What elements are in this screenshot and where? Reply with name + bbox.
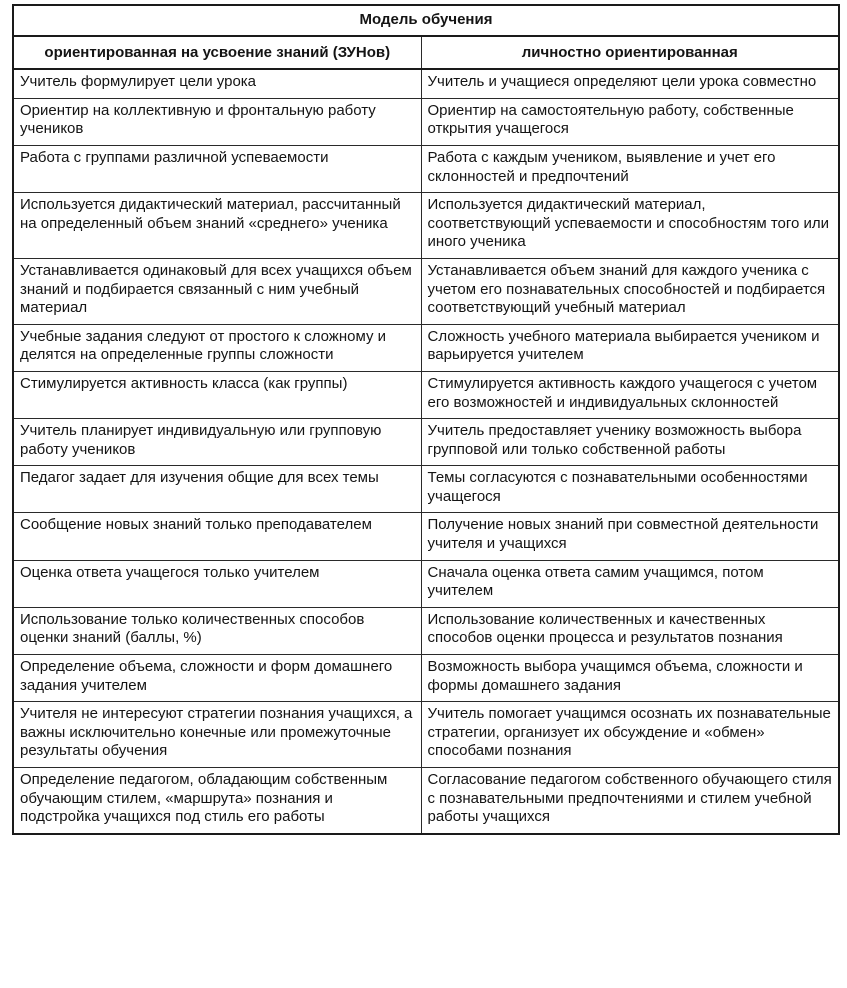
table-title-row — [13, 5, 839, 36]
cell-traditional: Работа с группами различной успеваемости — [13, 145, 421, 192]
cell-traditional: Определение объема, сложности и форм домашнего задания учителем — [13, 655, 421, 702]
cell-traditional: Устанавливается одинаковый для всех учащихся объем знаний и подбирается связанный с ним учебный материал — [13, 258, 421, 324]
cell-traditional: Педагог задает для изучения общие для всех темы — [13, 466, 421, 513]
cell-personal: Учитель помогает учащимся осознать их познавательные стратегии, организует их обсуждение и «обмен» способами познания — [421, 702, 839, 768]
table-row — [13, 371, 839, 418]
comparison-table — [12, 4, 840, 835]
cell-personal: Учитель и учащиеся определяют цели урока совместно — [421, 69, 839, 98]
cell-personal: Используется дидактический материал, соответствующий успеваемости и способностям того или иного ученика — [421, 193, 839, 259]
cell-personal: Сначала оценка ответа самим учащимся, потом учителем — [421, 560, 839, 607]
table-row — [13, 193, 839, 259]
cell-traditional: Ориентир на коллективную и фронтальную работу учеников — [13, 98, 421, 145]
column-header-traditional: ориентированная на усвоение знаний (ЗУНов) — [13, 36, 421, 70]
table-row — [13, 69, 839, 98]
table-row — [13, 607, 839, 654]
table-row — [13, 145, 839, 192]
cell-personal: Использование количественных и качественных способов оценки процесса и результатов познания — [421, 607, 839, 654]
cell-personal: Устанавливается объем знаний для каждого ученика с учетом его познавательных способностей и подбирается соответствующий учебный материал — [421, 258, 839, 324]
table-row — [13, 768, 839, 834]
cell-traditional: Используется дидактический материал, рассчитанный на определенный объем знаний «среднего» ученика — [13, 193, 421, 259]
cell-personal: Темы согласуются с познавательными особенностями учащегося — [421, 466, 839, 513]
table-row — [13, 702, 839, 768]
column-header-personal: личностно ориентированная — [421, 36, 839, 70]
cell-traditional: Учебные задания следуют от простого к сложному и делятся на определенные группы сложности — [13, 324, 421, 371]
table-row — [13, 324, 839, 371]
table-row — [13, 466, 839, 513]
cell-personal: Возможность выбора учащимся объема, сложности и формы домашнего задания — [421, 655, 839, 702]
table-row — [13, 560, 839, 607]
table-row — [13, 655, 839, 702]
cell-personal: Стимулируется активность каждого учащегося с учетом его возможностей и индивидуальных склонностей — [421, 371, 839, 418]
table-row — [13, 513, 839, 560]
table-title: Модель обучения — [13, 5, 839, 36]
document-page — [12, 4, 838, 835]
cell-traditional: Определение педагогом, обладающим собственным обучающим стилем, «маршрута» познания и подстройка учащихся под стиль его работы — [13, 768, 421, 834]
cell-personal: Сложность учебного материала выбирается учеником и варьируется учителем — [421, 324, 839, 371]
cell-traditional: Учитель формулирует цели урока — [13, 69, 421, 98]
column-header-row — [13, 36, 839, 70]
cell-traditional: Использование только количественных способов оценки знаний (баллы, %) — [13, 607, 421, 654]
cell-traditional: Учителя не интересуют стратегии познания учащихся, а важны исключительно конечные или промежуточные результаты обучения — [13, 702, 421, 768]
cell-traditional: Стимулируется активность класса (как группы) — [13, 371, 421, 418]
cell-personal: Учитель предоставляет ученику возможность выбора групповой или только собственной работы — [421, 419, 839, 466]
cell-traditional: Оценка ответа учащегося только учителем — [13, 560, 421, 607]
cell-traditional: Сообщение новых знаний только преподавателем — [13, 513, 421, 560]
cell-traditional: Учитель планирует индивидуальную или групповую работу учеников — [13, 419, 421, 466]
table-row — [13, 98, 839, 145]
cell-personal: Работа с каждым учеником, выявление и учет его склонностей и предпочтений — [421, 145, 839, 192]
table-row — [13, 419, 839, 466]
table-row — [13, 258, 839, 324]
cell-personal: Получение новых знаний при совместной деятельности учителя и учащихся — [421, 513, 839, 560]
cell-personal: Согласование педагогом собственного обучающего стиля с познавательными предпочтениями и стилем учебной работы учащихся — [421, 768, 839, 834]
cell-personal: Ориентир на самостоятельную работу, собственные открытия учащегося — [421, 98, 839, 145]
